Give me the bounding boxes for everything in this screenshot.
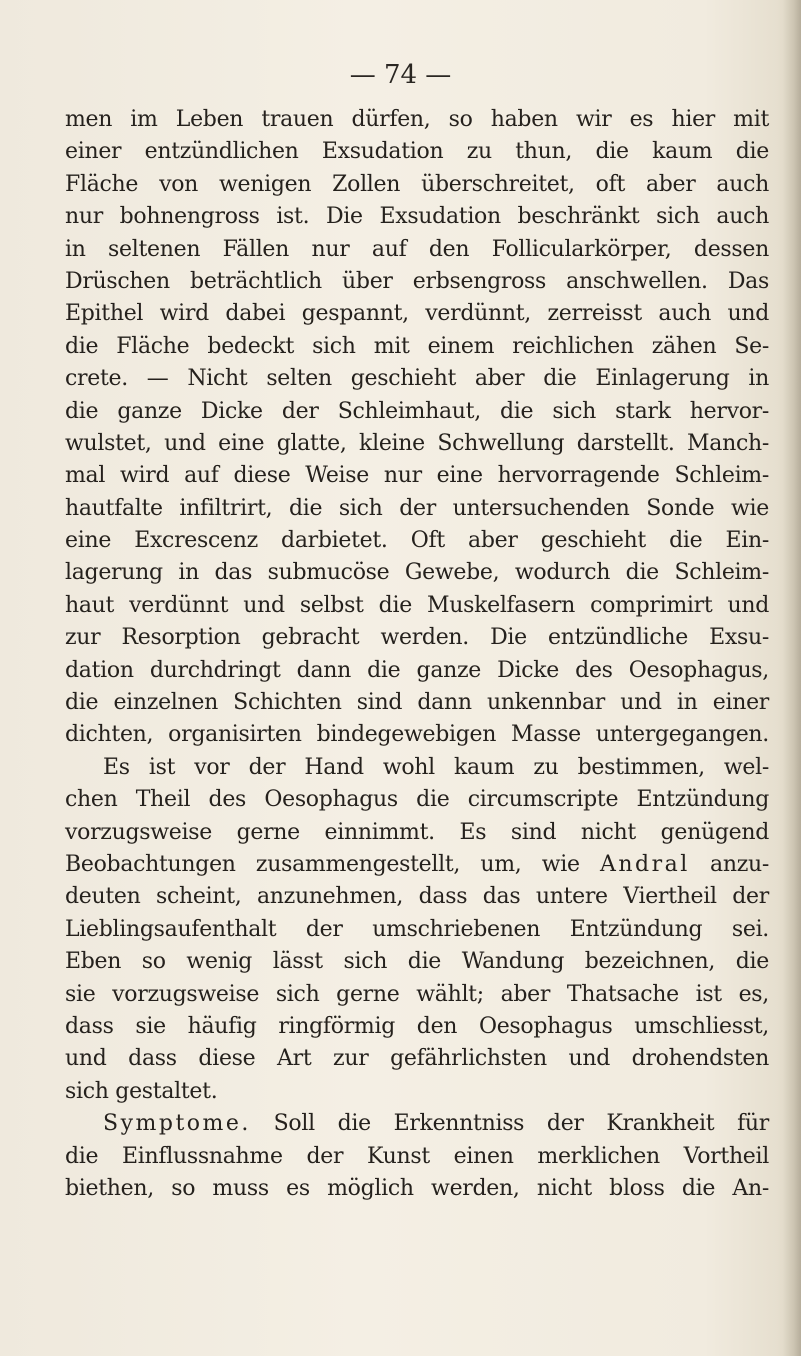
text-line: eine Excrescenz darbietet. Oft aber geschieht die Ein- [65, 528, 769, 554]
text-line: die Fläche bedeckt sich mit einem reichlichen zähen Se- [65, 333, 769, 359]
text-line: biethen, so muss es möglich werden, nicht bloss die An- [65, 1175, 769, 1201]
text-line-paragraph-end: sich gestaltet. [65, 1078, 218, 1104]
text-line-with-name [65, 849, 769, 881]
text-line: lagerung in das submucöse Gewebe, wodurch die Schleim- [65, 560, 769, 586]
author-name-spaced: Andral [599, 851, 690, 877]
text-line-indented: Es ist vor der Hand wohl kaum zu bestimmen, wel- [103, 754, 769, 780]
text-line: dichten, organisirten bindegewebigen Masse untergegangen. [65, 722, 769, 748]
text-line: dation durchdringt dann die ganze Dicke des Oesophagus, [65, 657, 769, 683]
text-line: die Einflussnahme der Kunst einen merklichen Vortheil [65, 1143, 769, 1169]
text-line: dass sie häufig ringförmig den Oesophagus umschliesst, [65, 1013, 769, 1039]
page-number: — 74 — [349, 60, 452, 90]
body-text [65, 104, 769, 1205]
text-line: die ganze Dicke der Schleimhaut, die sich stark hervor- [65, 398, 769, 424]
section-heading-symptome: Symptome. [103, 1111, 251, 1137]
text-line-section-heading [65, 1108, 769, 1140]
text-line: mal wird auf diese Weise nur eine hervorragende Schleim- [65, 463, 769, 489]
text-line: zur Resorption gebracht werden. Die entzündliche Exsu- [65, 625, 769, 651]
text-line: crete. — Nicht selten geschieht aber die Einlagerung in [65, 366, 769, 392]
text-line: und dass diese Art zur gefährlichsten und drohendsten [65, 1046, 769, 1072]
text-line-part: Beobachtungen zusammengestellt, um, wie [65, 851, 600, 877]
text-line-part: anzu- [689, 851, 769, 877]
text-line: Epithel wird dabei gespannt, verdünnt, zerreisst auch und [65, 301, 769, 327]
text-line: Fläche von wenigen Zollen überschreitet, oft aber auch [65, 171, 769, 197]
text-line: hautfalte infiltrirt, die sich der untersuchenden Sonde wie [65, 495, 769, 521]
text-line: Eben so wenig lässt sich die Wandung bezeichnen, die [65, 949, 769, 975]
text-line: nur bohnengross ist. Die Exsudation beschränkt sich auch [65, 204, 769, 230]
text-line: deuten scheint, anzunehmen, dass das untere Viertheil der [65, 884, 769, 910]
text-line: in seltenen Fällen nur auf den Follicularkörper, dessen [65, 236, 769, 262]
text-line: Drüschen beträchtlich über erbsengross anschwellen. Das [65, 268, 769, 294]
text-line: wulstet, und eine glatte, kleine Schwellung darstellt. Manch- [65, 430, 769, 456]
text-line: haut verdünnt und selbst die Muskelfasern comprimirt und [65, 592, 769, 618]
text-line: sie vorzugsweise sich gerne wählt; aber Thatsache ist es, [65, 981, 769, 1007]
text-line: die einzelnen Schichten sind dann unkennbar und in einer [65, 690, 769, 716]
page-edge-shadow [783, 0, 801, 1356]
text-line: chen Theil des Oesophagus die circumscripte Entzündung [65, 787, 769, 813]
text-line-part: Soll die Erkenntniss der Krankheit für [250, 1111, 769, 1137]
text-line: vorzugsweise gerne einnimmt. Es sind nicht genügend [65, 819, 769, 845]
text-line: Lieblingsaufenthalt der umschriebenen Entzündung sei. [65, 916, 769, 942]
text-line: men im Leben trauen dürfen, so haben wir es hier mit [65, 107, 769, 132]
text-line: einer entzündlichen Exsudation zu thun, die kaum die [65, 139, 769, 165]
